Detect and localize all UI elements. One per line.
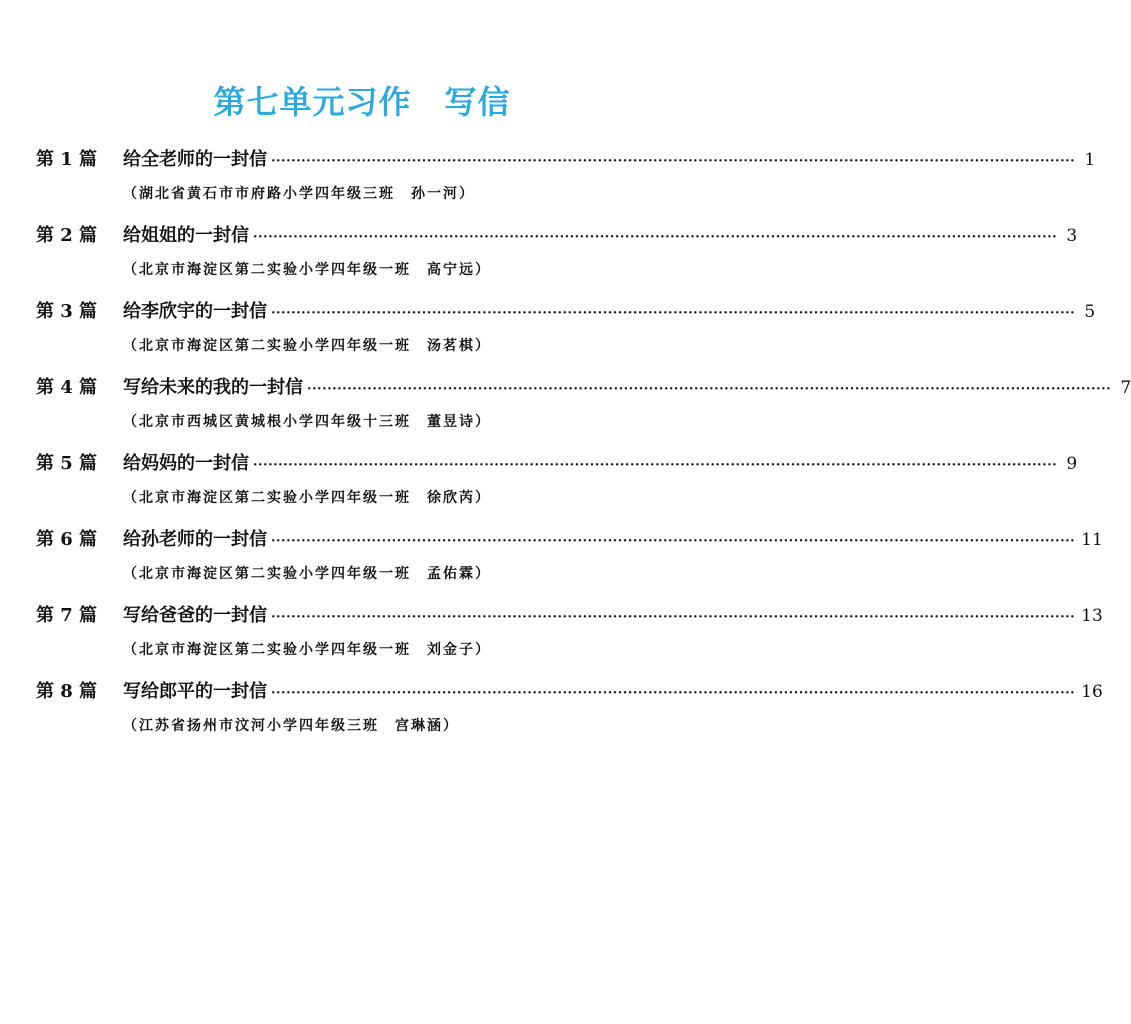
toc-entry-3[interactable] — [36, 294, 1096, 370]
dot-leader: ································································································································································ — [253, 230, 1058, 245]
page-number: 3 — [1066, 226, 1078, 246]
toc-entry-row — [36, 294, 1096, 330]
entry-source: （北京市海淀区第二实验小学四年级一班 刘金子） — [123, 642, 491, 658]
entry-title[interactable]: 给孙老师的一封信 — [123, 529, 267, 550]
toc-entry-row — [36, 142, 1096, 178]
entry-source: （北京市西城区黄城根小学四年级十三班 董昱诗） — [123, 414, 491, 430]
dot-leader: ································································································································································ — [271, 154, 1076, 169]
toc-entry-6[interactable] — [36, 522, 1103, 598]
page-number: 11 — [1081, 530, 1103, 550]
entry-title[interactable]: 给李欣宇的一封信 — [123, 301, 267, 322]
toc-entry-7[interactable] — [36, 598, 1103, 674]
entry-title[interactable]: 写给郎平的一封信 — [123, 681, 267, 702]
table-of-contents — [36, 142, 1131, 750]
entry-number: 第 8 篇 — [36, 681, 98, 702]
page-number: 7 — [1120, 378, 1131, 398]
entry-number: 第 4 篇 — [36, 377, 98, 398]
entry-title[interactable]: 给全老师的一封信 — [123, 149, 267, 170]
page-number: 16 — [1081, 682, 1103, 702]
entry-source: （北京市海淀区第二实验小学四年级一班 高宁远） — [123, 262, 491, 278]
entry-source: （北京市海淀区第二实验小学四年级一班 孟佑霖） — [123, 566, 491, 582]
entry-number: 第 2 篇 — [36, 225, 98, 246]
entry-source: （湖北省黄石市市府路小学四年级三班 孙一河） — [123, 186, 475, 202]
toc-entry-row — [36, 218, 1078, 254]
entry-number: 第 6 篇 — [36, 529, 98, 550]
page-number: 1 — [1084, 150, 1096, 170]
toc-entry-row — [36, 370, 1131, 406]
entry-source: （北京市海淀区第二实验小学四年级一班 汤茗棋） — [123, 338, 491, 354]
toc-entry-5[interactable] — [36, 446, 1078, 522]
toc-entry-1[interactable] — [36, 142, 1096, 218]
toc-entry-row — [36, 598, 1103, 634]
entry-title[interactable]: 给姐姐的一封信 — [123, 225, 249, 246]
page-number: 5 — [1084, 302, 1096, 322]
toc-entry-row — [36, 446, 1078, 482]
entry-title[interactable]: 写给爸爸的一封信 — [123, 605, 267, 626]
dot-leader: ································································································································································ — [271, 534, 1076, 549]
page-title: 第七单元习作 写信 — [213, 83, 511, 121]
toc-entry-row — [36, 674, 1103, 710]
dot-leader: ································································································································································ — [253, 458, 1058, 473]
entry-number: 第 1 篇 — [36, 149, 98, 170]
toc-entry-4[interactable] — [36, 370, 1131, 446]
toc-entry-8[interactable] — [36, 674, 1103, 750]
entry-number: 第 5 篇 — [36, 453, 98, 474]
entry-source: （北京市海淀区第二实验小学四年级一班 徐欣芮） — [123, 490, 491, 506]
page-number: 13 — [1081, 606, 1103, 626]
toc-entry-2[interactable] — [36, 218, 1078, 294]
entry-number: 第 7 篇 — [36, 605, 98, 626]
dot-leader: ································································································································································ — [271, 306, 1076, 321]
dot-leader: ································································································································································ — [271, 610, 1076, 625]
entry-title[interactable]: 写给未来的我的一封信 — [123, 377, 303, 398]
entry-number: 第 3 篇 — [36, 301, 98, 322]
page-number: 9 — [1066, 454, 1078, 474]
dot-leader: ································································································································································ — [307, 382, 1112, 397]
entry-source: （江苏省扬州市汶河小学四年级三班 宫琳涵） — [123, 718, 459, 734]
entry-title[interactable]: 给妈妈的一封信 — [123, 453, 249, 474]
toc-entry-row — [36, 522, 1103, 558]
dot-leader: ································································································································································ — [271, 686, 1076, 701]
